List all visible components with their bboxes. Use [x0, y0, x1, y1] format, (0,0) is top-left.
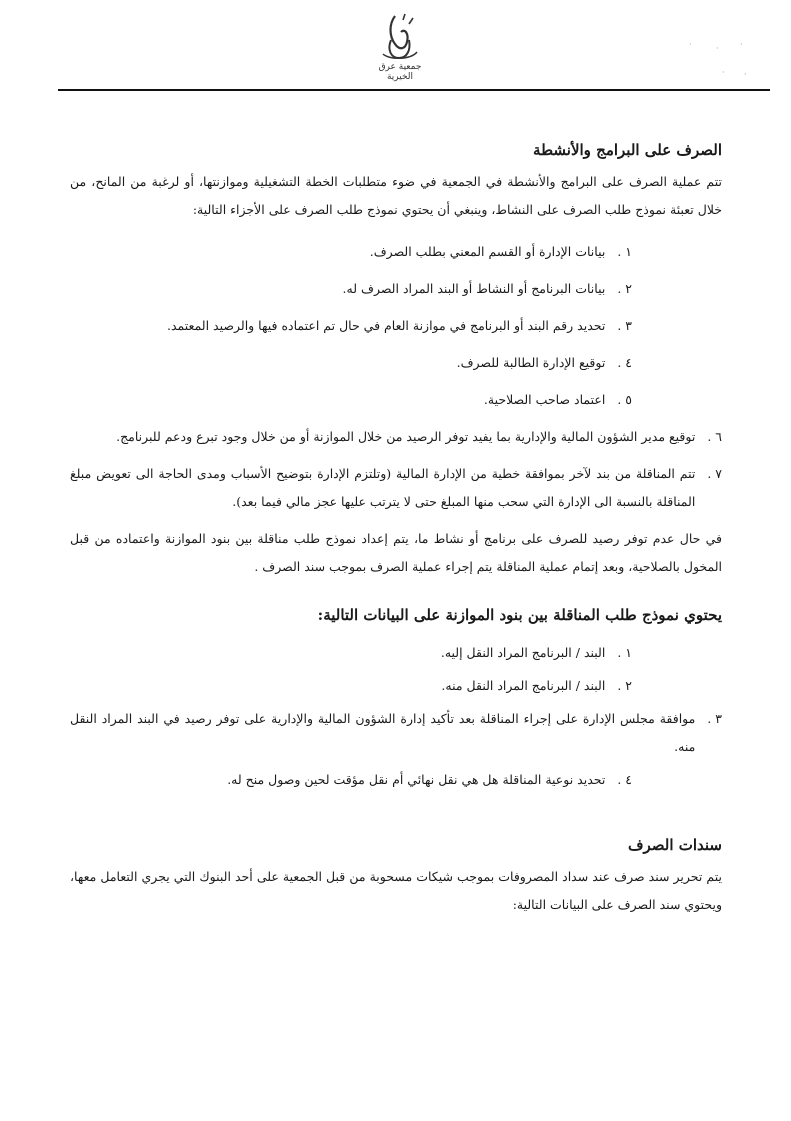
list-item: [70, 423, 722, 451]
list-text: البند / البرنامج المراد النقل إليه.: [440, 645, 606, 660]
list-text: بيانات الإدارة أو القسم المعني بطلب الصرف.: [369, 244, 606, 259]
scan-speck: ·: [744, 70, 747, 79]
list-number: ٢ .: [617, 678, 632, 693]
list-number: ١ .: [617, 244, 632, 259]
document-body: [70, 138, 722, 927]
list-number: ٢ .: [617, 281, 632, 296]
scan-speck: ·: [689, 40, 692, 49]
list-number: ٣ .: [707, 711, 722, 726]
list-text: اعتماد صاحب الصلاحية.: [483, 392, 606, 407]
list-item: [70, 460, 722, 516]
list-number: ٥ .: [617, 392, 632, 407]
list-item: [70, 766, 722, 794]
list-item: [70, 639, 722, 667]
list-item: [70, 312, 722, 340]
paragraph: تتم عملية الصرف على البرامج والأنشطة في الجمعية في ضوء متطلبات الخطة التشغيلية وموازنتها، أو لرغبة من المانح، من خلال تعبئة نموذج طلب الصرف على النشاط، وينبغي أن يحتوي نموذج طلب الصرف على الأجزاء التالية:: [70, 174, 722, 217]
list-text: توقيع مدير الشؤون المالية والإدارية بما يفيد توفر الرصيد من خلال الموازنة أو من خلال وجود تبرع ودعم للبرنامج.: [116, 429, 696, 444]
list-number: ٤ .: [617, 772, 632, 787]
list-text: تحديد رقم البند أو البرنامج في موازنة العام في حال تم اعتماده فيها والرصيد المعتمد.: [167, 318, 606, 333]
list-item: [70, 705, 722, 761]
list-number: ٣ .: [617, 318, 632, 333]
list-item: [70, 275, 722, 303]
section-title: الصرف على البرامج والأنشطة: [533, 141, 722, 159]
transfer-request-list: [70, 639, 722, 794]
section-title: يحتوي نموذج طلب المناقلة بين بنود الموازنة على البيانات التالية:: [317, 606, 722, 624]
section-title: سندات الصرف: [627, 836, 722, 854]
paragraph: يتم تحرير سند صرف عند سداد المصروفات بموجب شيكات مسحوبة من قبل الجمعية على أحد البنوك التي يجري التعامل معها، ويحتوي سند الصرف على البيانات التالية:: [70, 869, 722, 912]
list-number: ٤ .: [617, 355, 632, 370]
scan-speck: ·: [740, 40, 743, 49]
list-number: ٦ .: [707, 429, 722, 444]
list-item: [70, 238, 722, 266]
list-text: توقيع الإدارة الطالبة للصرف.: [456, 355, 606, 370]
list-text: موافقة مجلس الإدارة على إجراء المناقلة بعد تأكيد إدارة الشؤون المالية والإدارية على توفر رصيد في البند المراد النقل منه.: [70, 711, 696, 754]
list-text: البند / البرنامج المراد النقل منه.: [441, 678, 606, 693]
scan-speck: ·: [722, 68, 725, 77]
list-number: ١ .: [617, 645, 632, 660]
disbursement-request-list: [70, 238, 722, 516]
logo-text: جمعية عرق الخيرية: [378, 62, 422, 82]
list-text: بيانات البرنامج أو النشاط أو البند المراد الصرف له.: [342, 281, 606, 296]
list-item: [70, 349, 722, 377]
list-item: [70, 386, 722, 414]
list-text: تتم المناقلة من بند لآخر بموافقة خطية من الإدارة المالية (وتلتزم الإدارة بتوضيح الأسباب ومدى الحاجة الى تعويض مبلغ المناقلة بالنسبة الى الإدارة التي سحب منها المبلغ حتى لا يترتب عليها عجز مالي فيما بعد).: [70, 466, 696, 509]
list-number: ٧ .: [707, 466, 722, 481]
header-rule: [58, 89, 770, 91]
list-item: [70, 672, 722, 700]
list-text: تحديد نوعية المناقلة هل هي نقل نهائي أم نقل مؤقت لحين وصول منح له.: [227, 772, 606, 787]
paragraph: في حال عدم توفر رصيد للصرف على برنامج أو نشاط ما، يتم إعداد نموذج طلب مناقلة بين بنود الموازنة واعتماده من قبل المخول بالصلاحية، وبعد إتمام عملية المناقلة يتم إجراء عملية الصرف بموجب سند الصرف .: [70, 531, 722, 574]
scan-speck: ·: [716, 44, 719, 53]
